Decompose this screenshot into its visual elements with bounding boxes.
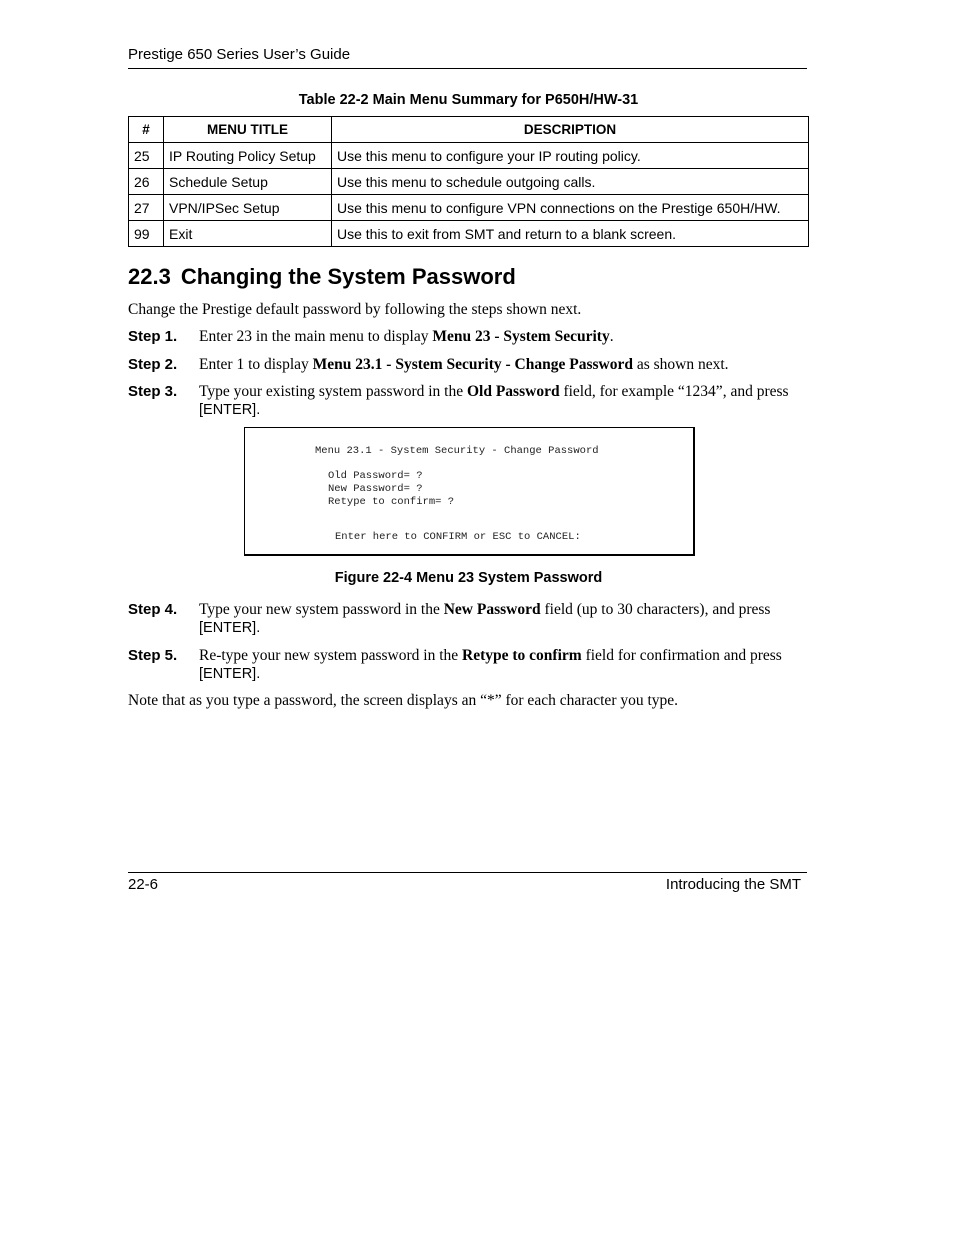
screen-retype: Retype to confirm= ?: [328, 496, 455, 508]
step-text-post: field (up to 30 characters), and press: [540, 601, 771, 618]
table-header-row: [129, 117, 809, 143]
step-text-enter: [ENTER].: [199, 402, 261, 418]
step-text-pre: Type your new system password in the: [199, 601, 444, 618]
row-number: 25: [129, 143, 164, 169]
table-row: [129, 143, 809, 169]
step-text-bold: Menu 23 - System Security: [432, 328, 610, 345]
step-label: Step 3.: [128, 383, 178, 400]
step-3: [128, 383, 808, 419]
header-description: DESCRIPTION: [332, 117, 809, 143]
header-menu-title: MENU TITLE: [164, 117, 332, 143]
step-text-post: as shown next.: [632, 356, 729, 373]
step-text-enter: [ENTER].: [199, 666, 261, 682]
step-text-pre: Enter 23 in the main menu to display: [199, 328, 433, 345]
step-text-post: field, for example “1234”, and press: [559, 383, 789, 400]
screen-new-password: New Password= ?: [328, 483, 423, 495]
step-4: [128, 601, 808, 637]
header-title: Prestige 650 Series User’s Guide: [128, 46, 351, 63]
step-text-pre: Type your existing system password in the: [199, 383, 467, 400]
screen-title: Menu 23.1 - System Security - Change Password: [315, 445, 599, 457]
page-number: 22-6: [128, 876, 159, 893]
step-text: [199, 647, 808, 683]
page-header: [128, 46, 807, 69]
step-1: [128, 328, 808, 346]
row-menu-title: VPN/IPSec Setup: [164, 195, 332, 221]
step-text: [199, 383, 808, 419]
row-description: Use this menu to configure your IP routing policy.: [332, 143, 809, 169]
row-number: 26: [129, 169, 164, 195]
step-text: [199, 356, 808, 374]
row-menu-title: Exit: [164, 221, 332, 247]
step-text-post: field for confirmation and press: [581, 647, 782, 664]
figure-caption: Figure 22-4 Menu 23 System Password: [334, 570, 603, 586]
row-menu-title: Schedule Setup: [164, 169, 332, 195]
section-title: Changing the System Password: [180, 264, 516, 289]
step-text-bold: New Password: [443, 601, 541, 618]
menu-summary-table: [128, 116, 809, 247]
row-menu-title: IP Routing Policy Setup: [164, 143, 332, 169]
step-label: Step 4.: [128, 601, 178, 618]
step-text: [199, 328, 808, 346]
table-row: [129, 221, 809, 247]
row-number: 99: [129, 221, 164, 247]
row-description: Use this to exit from SMT and return to a blank screen.: [332, 221, 809, 247]
step-text-post: .: [609, 328, 614, 345]
step-text: [199, 601, 808, 637]
step-2: [128, 356, 808, 374]
section-heading: [128, 264, 516, 290]
intro-paragraph: Change the Prestige default password by following the steps shown next.: [128, 301, 582, 318]
step-text-pre: Re-type your new system password in the: [199, 647, 463, 664]
row-number: 27: [129, 195, 164, 221]
step-label: Step 1.: [128, 328, 178, 345]
step-text-bold: Menu 23.1 - System Security - Change Password: [312, 356, 633, 373]
screen-old-password: Old Password= ?: [328, 470, 423, 482]
step-text-pre: Enter 1 to display: [199, 356, 313, 373]
screen-prompt: Enter here to CONFIRM or ESC to CANCEL:: [335, 531, 581, 543]
step-text-enter: [ENTER].: [199, 620, 261, 636]
step-label: Step 2.: [128, 356, 178, 373]
row-description: Use this menu to schedule outgoing calls.: [332, 169, 809, 195]
table-row: [129, 195, 809, 221]
table-row: [129, 169, 809, 195]
note-paragraph: Note that as you type a password, the screen displays an “*” for each character you type.: [128, 692, 679, 709]
step-text-bold: Retype to confirm: [462, 647, 582, 664]
step-5: [128, 647, 808, 683]
header-number: #: [129, 117, 164, 143]
smt-screen: [244, 427, 695, 556]
step-text-bold: Old Password: [466, 383, 560, 400]
chapter-title: Introducing the SMT: [665, 876, 801, 893]
step-label: Step 5.: [128, 647, 178, 664]
page-footer: [128, 872, 807, 895]
row-description: Use this menu to configure VPN connections on the Prestige 650H/HW.: [332, 195, 809, 221]
table-caption: Table 22-2 Main Menu Summary for P650H/HW-31: [298, 92, 639, 108]
section-number: 22.3: [128, 264, 171, 289]
